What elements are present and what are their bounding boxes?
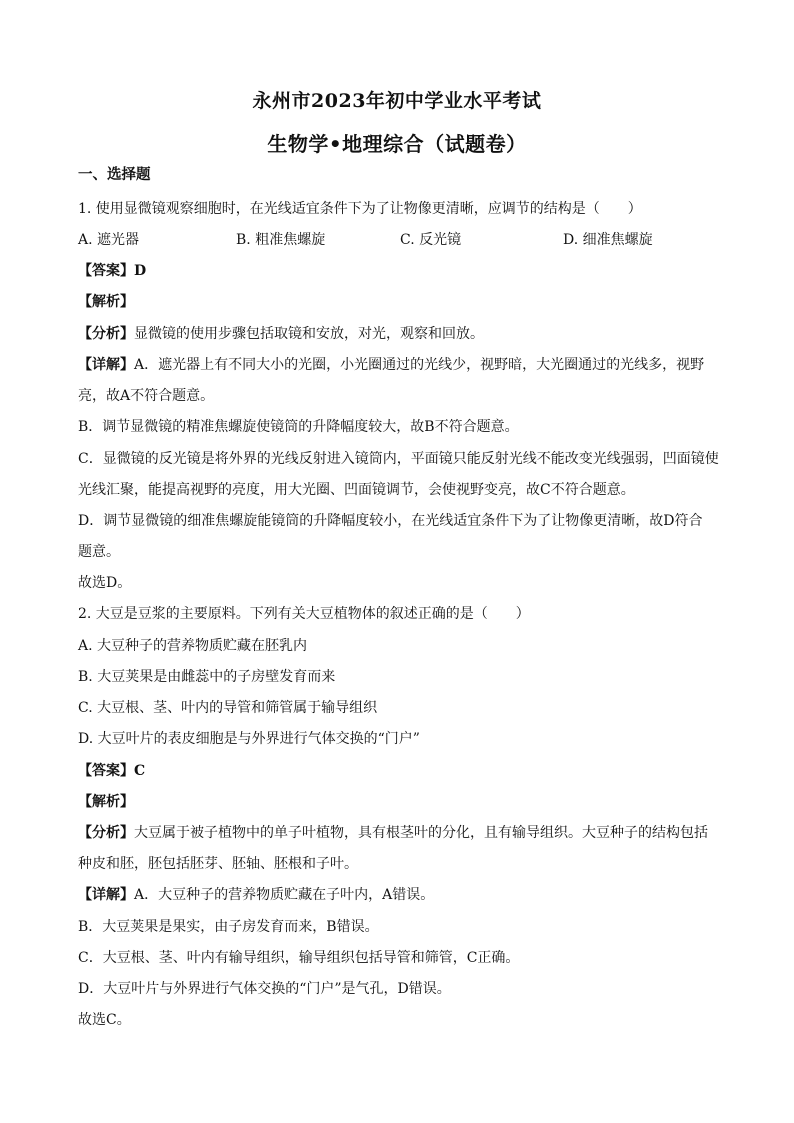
q1-stem: 1. 使用显微镜观察细胞时，在光线适宜条件下为了让物像更清晰，应调节的结构是（ ） <box>78 201 642 217</box>
q1-answer: 【答案】D <box>78 263 147 279</box>
q1-xiangjie <box>78 354 704 374</box>
q2-analysis-label: 【解析】 <box>78 794 134 810</box>
q2-line-c: C．大豆根、茎、叶内有输导组织，输导组织包括导管和筛管，C正确。 <box>78 950 520 966</box>
q2-fenxi <box>78 822 708 842</box>
q1-option-d: D. 细准焦螺旋 <box>563 232 653 248</box>
q2-option-b: B. 大豆荚果是由雌蕊中的子房壁发育而来 <box>78 669 336 685</box>
q1-xiangjie-tag: 【详解】 <box>78 357 134 373</box>
q1-xiangjie-line1: A．遮光器上有不同大小的光圈，小光圈通过的光线少，视野暗，大光圈通过的光线多，视野 <box>134 357 705 373</box>
q1-analysis-label: 【解析】 <box>78 294 134 310</box>
q1-fenxi-tag: 【分析】 <box>78 326 134 342</box>
q1-line-b: B．调节显微镜的精准焦螺旋使镜筒的升降幅度较大，故B不符合题意。 <box>78 419 519 435</box>
q2-xiangjie-tag: 【详解】 <box>78 887 134 903</box>
q2-xiangjie <box>78 884 434 904</box>
q1-line-c1: C．显微镜的反光镜是将外界的光线反射进入镜筒内，平面镜只能反射光线不能改变光线强弱，凹面镜使 <box>78 451 719 467</box>
q1-line-c2: 光线汇聚，能提高视野的亮度，用大光圈、凹面镜调节，会使视野变亮，故C不符合题意。 <box>78 482 635 498</box>
q1-option-a: A. 遮光器 <box>78 232 140 248</box>
q1-line-d2: 题意。 <box>78 544 120 560</box>
q1-fenxi <box>78 323 484 343</box>
q2-option-a: A. 大豆种子的营养物质贮藏在胚乳内 <box>78 638 308 654</box>
q2-line-d: D．大豆叶片与外界进行气体交换的“门户”是气孔，D错误。 <box>78 981 451 997</box>
q1-option-b: B. 粗准焦螺旋 <box>236 232 326 248</box>
q2-answer: 【答案】C <box>78 763 146 779</box>
q2-option-d: D. 大豆叶片的表皮细胞是与外界进行气体交换的“门户” <box>78 731 420 747</box>
q2-option-c: C. 大豆根、茎、叶内的导管和筛管属于输导组织 <box>78 700 378 716</box>
exam-title: 永州市2023年初中学业水平考试 <box>252 90 542 112</box>
q1-xiangjie-line2: 亮，故A不符合题意。 <box>78 388 215 404</box>
q2-xiangjie-text: A．大豆种子的营养物质贮藏在子叶内，A错误。 <box>134 887 435 903</box>
section-heading: 一、选择题 <box>78 166 151 183</box>
q2-conclusion: 故选C。 <box>78 1012 131 1028</box>
q2-line-b: B．大豆荚果是果实，由子房发育而来，B错误。 <box>78 919 379 935</box>
q2-fenxi-line2: 种皮和胚，胚包括胚芽、胚轴、胚根和子叶。 <box>78 856 358 872</box>
q1-option-c: C. 反光镜 <box>400 232 462 248</box>
q2-fenxi-tag: 【分析】 <box>78 825 134 841</box>
q2-fenxi-line1: 大豆属于被子植物中的单子叶植物，具有根茎叶的分化，且有输导组织。大豆种子的结构包括 <box>134 825 708 841</box>
q1-fenxi-text: 显微镜的使用步骤包括取镜和安放，对光，观察和回放。 <box>134 326 484 342</box>
exam-subtitle: 生物学•地理综合（试题卷） <box>267 132 527 156</box>
q1-line-d1: D．调节显微镜的细准焦螺旋能镜筒的升降幅度较小，在光线适宜条件下为了让物像更清晰，故D符合 <box>78 513 703 529</box>
q2-stem: 2. 大豆是豆浆的主要原料。下列有关大豆植物体的叙述正确的是（ ） <box>78 606 530 622</box>
q1-conclusion: 故选D。 <box>78 575 132 591</box>
